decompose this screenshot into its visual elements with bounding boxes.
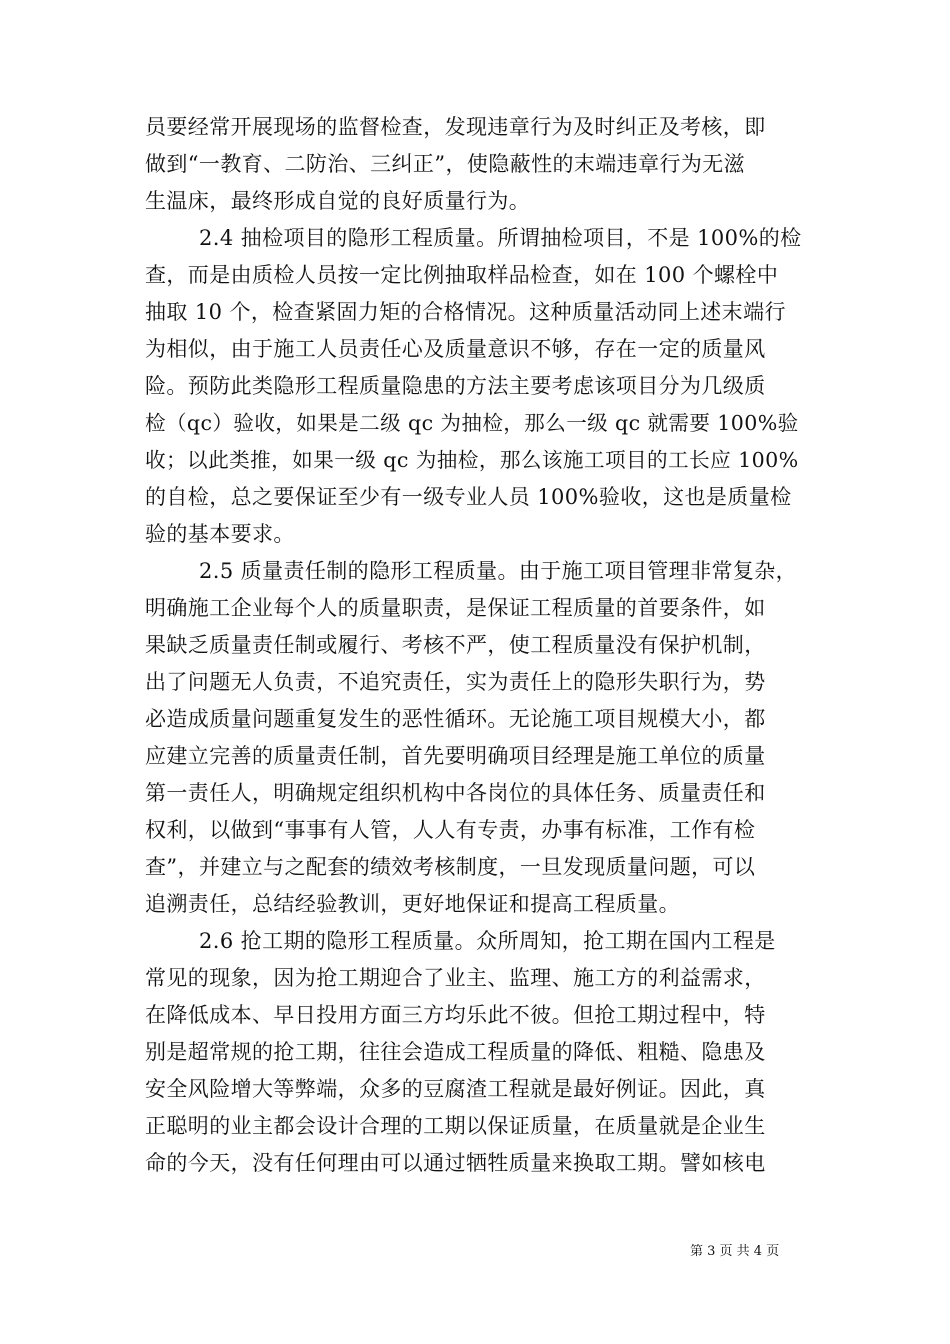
text-line: 险。预防此类隐形工程质量隐患的方法主要考虑该项目分为几级质	[145, 374, 766, 398]
text-line: 验的基本要求。	[145, 522, 295, 546]
text-line: 必造成质量问题重复发生的恶性循环。无论施工项目规模大小，都	[145, 707, 766, 731]
paragraph-first-line: 2.5 质量责任制的隐形工程质量。由于施工项目管理非常复杂，	[199, 559, 798, 583]
text-line: 权利，以做到“事事有人管，人人有专责，办事有标准，工作有检	[145, 818, 756, 842]
text-line: 出了问题无人负责，不追究责任，实为责任上的隐形失职行为，势	[145, 670, 766, 694]
text-line: 做到“一教育、二防治、三纠正”，使隐蔽性的末端违章行为无滋	[145, 152, 746, 176]
text-line: 检（qc）验收，如果是二级 qc 为抽检，那么一级 qc 就需要 100%验	[145, 411, 799, 435]
text-line: 正聪明的业主都会设计合理的工期以保证质量，在质量就是企业生	[145, 1114, 766, 1138]
text-line: 第一责任人，明确规定组织机构中各岗位的具体任务、质量责任和	[145, 781, 766, 805]
text-line: 安全风险增大等弊端，众多的豆腐渣工程就是最好例证。因此，真	[145, 1077, 766, 1101]
text-line: 抽取 10 个，检查紧固力矩的合格情况。这种质量活动同上述末端行	[145, 300, 786, 324]
text-line: 生温床，最终形成自觉的良好质量行为。	[145, 189, 531, 213]
text-line: 常见的现象，因为抢工期迎合了业主、监理、施工方的利益需求，	[145, 966, 766, 990]
text-line: 查”，并建立与之配套的绩效考核制度，一旦发现质量问题，可以	[145, 855, 756, 879]
text-line: 应建立完善的质量责任制，首先要明确项目经理是施工单位的质量	[145, 744, 766, 768]
text-line: 明确施工企业每个人的质量职责，是保证工程质量的首要条件，如	[145, 596, 766, 620]
text-line: 收；以此类推，如果一级 qc 为抽检，那么该施工项目的工长应 100%	[145, 448, 799, 472]
text-line: 在降低成本、早日投用方面三方均乐此不彼。但抢工期过程中，特	[145, 1003, 766, 1027]
document-body	[145, 109, 805, 1182]
text-line: 果缺乏质量责任制或履行、考核不严，使工程质量没有保护机制，	[145, 633, 766, 657]
page-footer	[690, 1240, 779, 1259]
text-line: 查，而是由质检人员按一定比例抽取样品检查，如在 100 个螺栓中	[145, 263, 779, 287]
paragraph-first-line: 2.4 抽检项目的隐形工程质量。所谓抽检项目，不是 100%的检	[199, 226, 802, 250]
text-line: 别是超常规的抢工期，往往会造成工程质量的降低、粗糙、隐患及	[145, 1040, 766, 1064]
text-line: 的自检，总之要保证至少有一级专业人员 100%验收，这也是质量检	[145, 485, 792, 509]
paragraph-first-line: 2.6 抢工期的隐形工程质量。众所周知，抢工期在国内工程是	[199, 929, 776, 953]
text-line: 为相似，由于施工人员责任心及质量意识不够，存在一定的质量风	[145, 337, 766, 361]
page-number-label: 第 3 页 共 4 页	[690, 1244, 780, 1259]
text-line: 追溯责任，总结经验教训，更好地保证和提高工程质量。	[145, 892, 680, 916]
text-line: 命的今天，没有任何理由可以通过牺牲质量来换取工期。譬如核电	[145, 1151, 766, 1175]
text-line: 员要经常开展现场的监督检查，发现违章行为及时纠正及考核，即	[145, 115, 766, 139]
